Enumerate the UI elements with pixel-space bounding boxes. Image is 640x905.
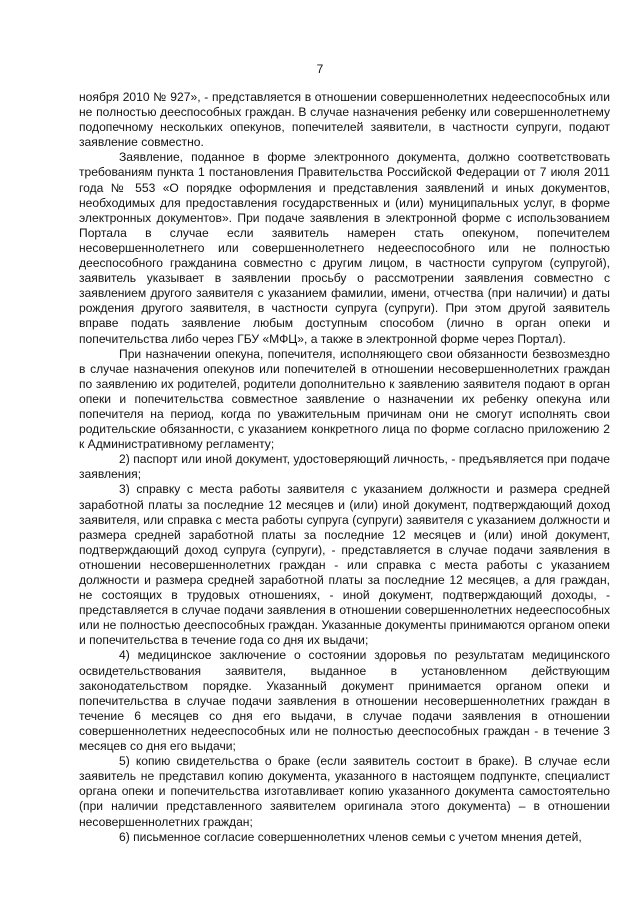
page-number: 7	[316, 62, 324, 76]
list-item-income-certificate: 3) справку с места работы заявителя с указанием должности и размера средней заработной платы за последние 12 месяцев и (или) иной документ, подтверждающий доход заявителя, или справка с места работы супруга (супруги) заявителя с указанием должности и размера средней заработной платы за последние 12 месяцев и (или) иной документ, подтверждающий доход супруга (супруги), - представляется в случае подачи заявления в отношении несовершеннолетних граждан - или справка с места работы с указанием должности и размера средней заработной платы за последние 12 месяцев, а для граждан, не состоящих в трудовых отношениях, - иной документ, подтверждающий доходы, - представляется в случае подачи заявления в отношении совершеннолетних недееспособных или не полностью дееспособных граждан. Указанные документы принимаются органом опеки и попечительства в течение года со дня их выдачи;	[79, 482, 610, 648]
paragraph-parents-appointment: При назначении опекуна, попечителя, исполняющего свои обязанности безвозмездно в случае назначения опекунов или попечителей в отношении несовершеннолетних граждан по заявлению их родителей, родители дополнительно к заявлению заявителя подают в орган опеки и попечительства совместное заявление о назначении их ребенку опекуна или попечителя на период, когда по уважительным причинам они не смогут исполнять свои родительские обязанности, с указанием конкретного лица по форме согласно приложению 2 к Административному регламенту;	[79, 346, 610, 452]
list-item-passport: 2) паспорт или иной документ, удостоверяющий личность, - предъявляется при подаче заявления;	[79, 452, 610, 482]
list-item-marriage-certificate: 5) копию свидетельства о браке (если заявитель состоит в браке). В случае если заявитель не представил копию документа, указанного в настоящем подпункте, специалист органа опеки и попечительства изготавливает копию указанного документа самостоятельно (при наличии представленного заявителем оригинала этого документа) – в отношении несовершеннолетних граждан;	[79, 754, 610, 829]
list-item-medical-report: 4) медицинское заключение о состоянии здоровья по результатам медицинского освидетельствования заявителя, выданное в установленном действующим законодательством порядке. Указанный документ принимается органом опеки и попечительства в случае подачи заявления в отношении несовершеннолетних граждан в течение 6 месяцев со дня его выдачи, в случае подачи заявления в отношении совершеннолетних недееспособных или не полностью дееспособных граждан - в течение 3 месяцев со дня его выдачи;	[79, 648, 610, 754]
paragraph-electronic-application: Заявление, поданное в форме электронного документа, должно соответствовать требованиям пункта 1 постановления Правительства Российской Федерации от 7 июля 2011 года № 553 «О порядке оформления и представления заявлений и иных документов, необходимых для предоставления государственных и (или) муниципальных услуг, в форме электронных документов». При подаче заявления в электронной форме с использованием Портала в случае если заявитель намерен стать опекуном, попечителем несовершеннолетнего или совершеннолетнего недееспособного или не полностью дееспособного гражданина совместно с другим лицом, в частности супругом (супругой), заявитель указывает в заявлении просьбу о рассмотрении заявления совместно с заявлением другого заявителя с указанием фамилии, имени, отчества (при наличии) и даты рождения другого заявителя, в частности супруга (супруги). При этом другой заявитель вправе подать заявление любым доступным способом (лично в орган опеки и попечительства либо через ГБУ «МФЦ», а также в электронной форме через Портал).	[79, 150, 610, 346]
paragraph-continuation: ноября 2010 № 927», - представляется в отношении совершеннолетних недееспособных или не полностью дееспособных граждан. В случае назначения ребенку или совершеннолетнему подопечному нескольких опекунов, попечителей заявители, в частности супруги, подают заявление совместно.	[79, 90, 610, 150]
document-body	[79, 90, 610, 845]
list-item-family-consent: 6) письменное согласие совершеннолетних членов семьи с учетом мнения детей,	[119, 829, 582, 844]
